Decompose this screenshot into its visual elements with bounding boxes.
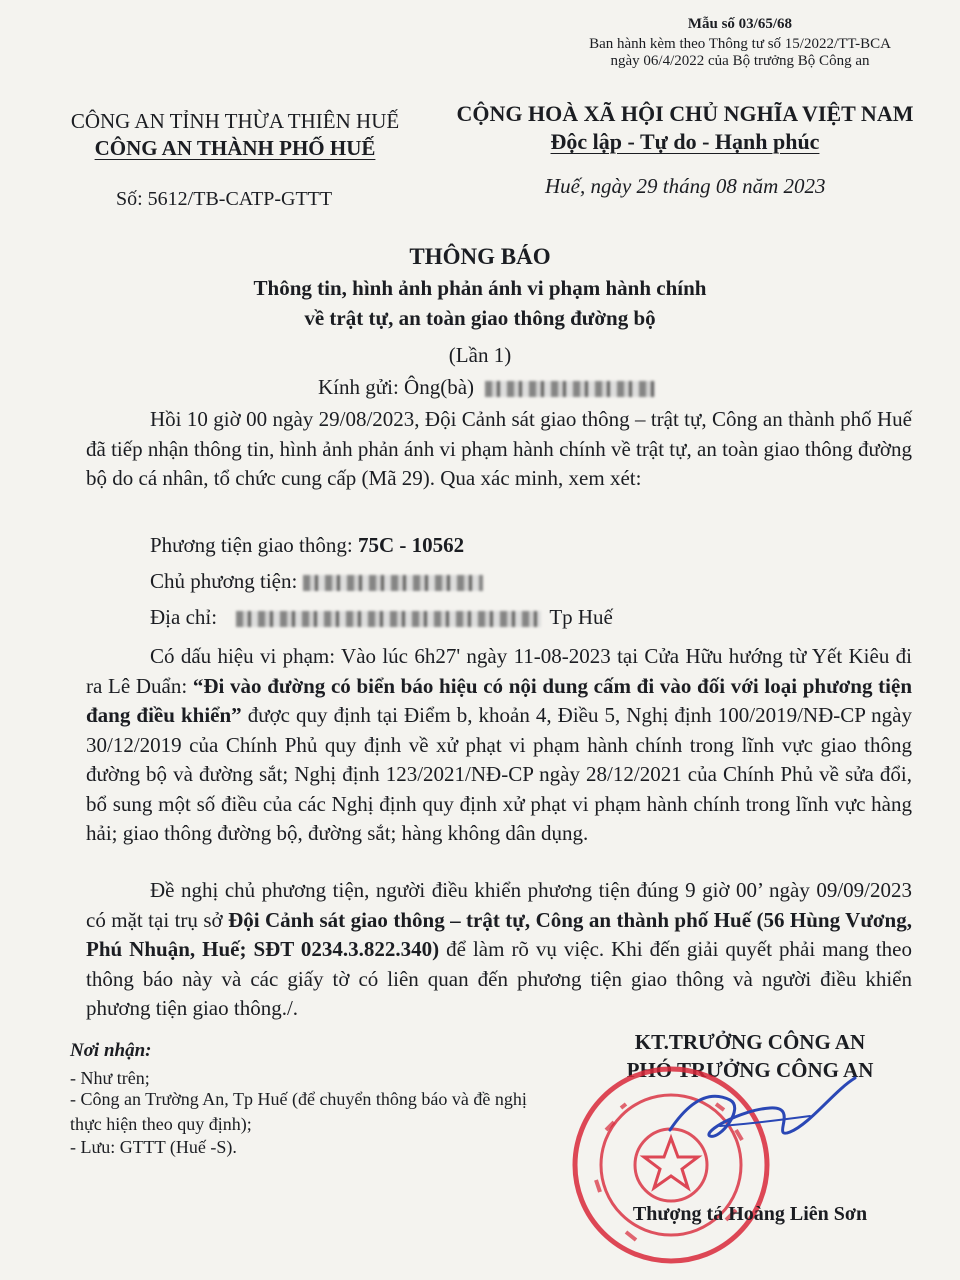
recipient-1: - Như trên; bbox=[70, 1068, 150, 1088]
document-title: THÔNG BÁO bbox=[409, 244, 551, 269]
addressee bbox=[318, 375, 655, 400]
address-city: Tp Huế bbox=[549, 605, 613, 629]
owner-row bbox=[150, 569, 483, 594]
issued-line-1: Ban hành kèm theo Thông tư số 15/2022/TT-BCA bbox=[589, 36, 891, 52]
request-intro: Đề nghị chủ phương tiện, người điều khiển phương tiện đúng 9 giờ 00’ ngày 09/09/2023 có mặt tại trụ sở bbox=[86, 878, 912, 932]
agency-line-2: CÔNG AN THÀNH PHỐ HUẾ bbox=[94, 136, 376, 160]
violation-description: “Đi vào đường có biển báo hiệu có nội dung cấm đi vào đối với loại phương tiện đang điều khiển” bbox=[86, 673, 912, 727]
nation-line-1: CỘNG HOÀ XÃ HỘI CHỦ NGHĨA VIỆT NAM bbox=[456, 101, 914, 126]
violation-legal-basis: được quy định tại Điểm b, khoản 4, Điều 5, Nghị định 100/2019/NĐ-CP ngày 30/12/2019 của Chính Phủ quy định về xử phạt vi phạm hành chính trong lĩnh vực giao thông đường bộ và đường sắt; Nghị định 123/2021/NĐ-CP ngày 28/12/2021 của Chính Phủ về sửa đổi, bổ sung một số điều của các Nghị định quy định xử phạt vi phạm hành chính trong lĩnh vực hàng hải; giao thông đường bộ, đường sắt; hàng không dân dụng. bbox=[86, 703, 912, 845]
redacted-name bbox=[485, 381, 655, 397]
address-label: Địa chỉ: bbox=[150, 605, 223, 629]
redacted-address bbox=[236, 611, 541, 627]
agency-header bbox=[40, 108, 430, 162]
nation-motto: Độc lập - Tự do - Hạnh phúc bbox=[550, 129, 820, 154]
recipients-label: Nơi nhận: bbox=[70, 1040, 152, 1061]
vehicle-row bbox=[150, 533, 464, 558]
issued-line-2: ngày 06/4/2022 của Bộ trưởng Bộ Công an bbox=[610, 53, 870, 69]
signatory-title-1: KT.TRƯỞNG CÔNG AN bbox=[634, 1030, 866, 1054]
paragraph-receipt: Hồi 10 giờ 00 ngày 29/08/2023, Đội Cảnh sát giao thông – trật tự, Công an thành phố Huế đã tiếp nhận thông tin, hình ảnh phản ánh vi phạm hành chính về trật tự, an toàn giao thông đường bộ do cá nhân, tổ chức cung cấp (Mã 29). Qua xác minh, xem xét: bbox=[86, 407, 912, 490]
vehicle-label: Phương tiện giao thông: bbox=[150, 533, 358, 557]
redacted-owner bbox=[303, 575, 483, 591]
document-subtitle-1: Thông tin, hình ảnh phản ánh vi phạm hành chính bbox=[253, 276, 707, 300]
document-subtitle-2: về trật tự, an toàn giao thông đường bộ bbox=[304, 306, 656, 330]
agency-line-1: CÔNG AN TỈNH THỪA THIÊN HUẾ bbox=[70, 109, 400, 133]
document-number: Số: 5612/TB-CATP-GTTT bbox=[116, 188, 333, 210]
signature-icon bbox=[650, 1070, 860, 1160]
place-date: Huế, ngày 29 tháng 08 năm 2023 bbox=[545, 174, 826, 198]
address-row bbox=[150, 605, 613, 630]
request-location: Đội Cảnh sát giao thông – trật tự, Công an thành phố Huế (56 Hùng Vương, Phú Nhuận, Huế; SĐT 0234.3.822.340) bbox=[86, 907, 912, 961]
request-rest: để làm rõ vụ việc. Khi đến giải quyết phải mang theo thông báo này và các giấy tờ có liên quan đến phương tiện giao thông và người điều khiển phương tiện giao thông./. bbox=[86, 937, 913, 1020]
signer-name: Thượng tá Hoàng Liên Sơn bbox=[632, 1203, 868, 1225]
issued-note bbox=[560, 36, 920, 70]
signatory-title-2: PHÓ TRƯỞNG CÔNG AN bbox=[626, 1058, 874, 1082]
recipient-3: - Lưu: GTTT (Huế -S). bbox=[70, 1137, 237, 1157]
owner-label: Chủ phương tiện: bbox=[150, 569, 303, 593]
attempt-number: (Lần 1) bbox=[448, 343, 512, 367]
national-header bbox=[440, 100, 930, 156]
recipient-2: - Công an Trường An, Tp Huế (để chuyển thông báo và đề nghị thực hiện theo quy định); bbox=[70, 1089, 527, 1134]
vehicle-plate: 75C - 10562 bbox=[357, 533, 465, 557]
paragraph-request bbox=[86, 876, 912, 1024]
violation-intro: Có dấu hiệu vi phạm: Vào lúc 6h27' ngày 11-08-2023 tại Cửa Hữu hướng từ Yết Kiêu đi ra Lê Duẩn: bbox=[86, 644, 912, 698]
form-code: Mẫu số 03/65/68 bbox=[687, 16, 792, 32]
addressee-label: Kính gửi: Ông(bà) bbox=[318, 375, 475, 399]
paragraph-violation bbox=[86, 642, 912, 849]
